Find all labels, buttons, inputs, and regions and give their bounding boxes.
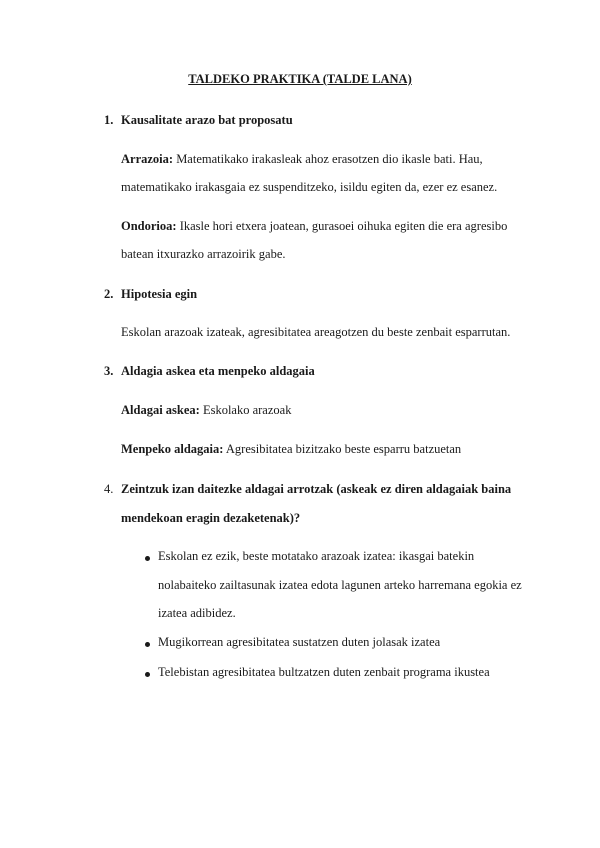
section-1-number: 1.: [104, 113, 114, 127]
menpeko-aldagaia-value: Agresibitatea bizitzako beste esparru batzuetan: [223, 442, 462, 456]
section-4-number: 4.: [104, 482, 114, 496]
ondorioa-text-line2: batean itxurazko arrazoirik gabe.: [121, 247, 286, 261]
section-1-heading: Kausalitate arazo bat proposatu: [121, 113, 293, 127]
arrazoia-text-line2: matematikako irakasgaia ez suspenditzeko, isildu egiten da, ezer ez esanez.: [121, 180, 498, 194]
ondorioa-text-line1: Ikasle hori etxera joatean, gurasoei oihuka egiten die era agresibo: [176, 219, 508, 233]
menpeko-aldagaia-line: [121, 442, 461, 457]
bullet-2-text: Mugikorrean agresibitatea sustatzen duten jolasak izatea: [158, 635, 441, 649]
aldagai-askea-line: [121, 403, 291, 418]
aldagai-askea-label: Aldagai askea:: [121, 403, 200, 417]
arrazoia-text-line1: Matematikako irakasleak ahoz erasotzen dio ikasle bati. Hau,: [173, 152, 483, 166]
page-title: TALDEKO PRAKTIKA (TALDE LANA): [188, 72, 412, 86]
section-3-number: 3.: [104, 364, 114, 378]
section-2-number: 2.: [104, 287, 114, 301]
section-4-heading-line1: Zeintzuk izan daitezke aldagai arrotzak (askeak ez diren aldagaiak baina: [121, 482, 512, 496]
arrazoia-label: Arrazoia:: [121, 152, 174, 166]
ondorioa-label: Ondorioa:: [121, 219, 177, 233]
bullet-2-dot: [145, 642, 150, 647]
ondorioa-paragraph: [121, 219, 507, 234]
hipotesia-text: Eskolan arazoak izateak, agresibitatea areagotzen du beste zenbait esparrutan.: [121, 325, 511, 339]
section-2-heading: Hipotesia egin: [121, 287, 198, 301]
menpeko-aldagaia-label: Menpeko aldagaia:: [121, 442, 224, 456]
bullet-1-line2: nolabaiteko zailtasunak izatea edota lagunen arteko harremana egokia ez: [158, 578, 522, 592]
bullet-3-dot: [145, 672, 150, 677]
section-3-heading: Aldagia askea eta menpeko aldagaia: [121, 364, 315, 378]
bullet-1-line3: izatea adibidez.: [158, 606, 236, 620]
bullet-1-line1: Eskolan ez ezik, beste motatako arazoak izatea: ikasgai batekin: [158, 549, 475, 563]
section-4-heading-line2: mendekoan eragin dezaketenak)?: [121, 511, 301, 525]
bullet-3-text: Telebistan agresibitatea bultzatzen duten zenbait programa ikustea: [158, 665, 490, 679]
aldagai-askea-value: Eskolako arazoak: [199, 403, 292, 417]
arrazoia-paragraph: [121, 152, 483, 167]
bullet-1-dot: [145, 556, 150, 561]
